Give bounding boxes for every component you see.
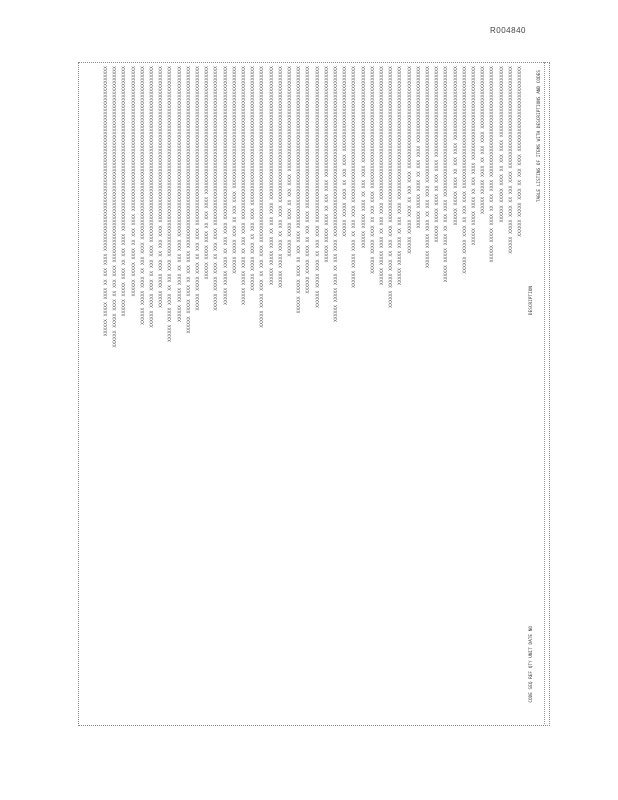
table-row	[508, 66, 516, 718]
table-row-text: XXXXXX XXXXX XXXX XX XXX XXXX XXXXXXXXXXXXXXXXXXXXXXXXXXXXXX	[343, 66, 349, 237]
table-row	[425, 66, 433, 718]
table-row-text: XXXXXX XXXXX XXXX XX XXX XXXX XXXXXXXXXXXXXXXXXXXXXXXXXXXXXXXXXXXXXXXXXXXXXXXXXXXXXXXXXXXXX	[140, 66, 146, 325]
table-row-text: XXXXXX XXXXX XXXX XX XXX XXXX XXXXXXXXXXXXXXXXXXXXXXXXXXXXXXXXXXXXXXXXXXXXXXXXXXXXXXX	[315, 66, 321, 308]
table-row-text: XXXXXX XXXXX XXXX XX XXX XXXX XXXXXXXXXXXXXXXXXXXXXXXXXXXXXXXXXXXXXXXXXXXXXXX	[269, 66, 275, 285]
table-row-text: XXXXXX XXXXX XXXX XX XXX XXXX XXXXXXXXXXXXXXXXXXXXXXXXXXXXXXXXXXXXXXX	[490, 66, 496, 263]
table-row-text: XXXXXX XXXXX XXXX XX XXX XXXX XXXXXXXXXXXXXXXXXXXXXXXXXXXXXXXXXXXXXXXXXXXXXXXXXXXXXXXXXXXXXXXXX	[104, 66, 109, 337]
table-row	[149, 66, 157, 718]
table-row	[324, 66, 332, 718]
table-row	[259, 66, 267, 718]
table-row	[204, 66, 212, 718]
table-row-text: XXXXXX XXXXX XXXX XX XXX XXXX XXXXXXXXXXXXXXXXXXXXXXXXXXXXXXXXXXXXXXXXXXXXXXXXXXXXXX	[242, 66, 247, 305]
header-codes: CODE SEQ REF QTY UNIT DATE NO	[529, 626, 534, 703]
table-row	[462, 66, 470, 718]
table-row-text: XXXXXX XXXXX XXXX XX XXX XXXX XXXXXXXXXXXXXXXXXXXXXXXXXXXXXXXXXXXXXXXXXXXXXXXX	[278, 66, 284, 288]
table-row-text: XXXXXX XXXXX XXXX XX XXX XXXX XXXXXXXXXXXXXXXXXXXXXXXXXXXXXXXXXXXXXXXXXXX	[462, 66, 468, 274]
table-row-text: XXXXXX XXXXX XXXX XX XXX XXXX XXXXXXXXXXXXXXXXXXXXXXXXXXXXXXXXXXXXXXXXXXXXXXXXX	[251, 66, 257, 291]
table-row-text: XXXXXX XXXXX XXXX XX XXX XXXX XXXXXXXXXXXXXXXXXXXXXXXXXXXXXXXXXXXXXXXXXXX	[232, 66, 238, 274]
table-row	[388, 66, 396, 718]
table-row-text: XXXXXX XXXXX XXXX XX XXX XXXX XXXXXXXXXXXXXXXXXXXXXXXXXXXXXXXXXXXXXXXXXXXXXXXXXXXXXXXX	[196, 66, 201, 311]
table-row	[407, 66, 415, 718]
table-row-text: XXXXXX XXXXX XXXX XX XXX XXXX XXXXXXXXXXXXXXXXXXXXXXXXXXXXXXXXXXXXXXXXXXXXXXXXXXXXXXXXXXXX	[334, 66, 339, 322]
table-row-text: XXXXXX XXXXX XXXX XX XXX XXXX XXXXXXXXXXXXXXXXXXXXXXXXXXXXXXXXXXXXXXXXXXXXXXXXXX	[306, 66, 312, 294]
table-row-text: XXXXXX XXXXX XXXX XX XXX XXXX XXXXXXXXXXXXXXXXXXXXXXXXXXXXXXXXXXXXXXXXXXXXXXXXXXXXXXXX	[214, 66, 220, 311]
table-row	[186, 66, 194, 718]
table-row	[250, 66, 258, 718]
table-row-text: XXXXXX XXXXX XXXX XX XXX XXXX XXXXXXXXXXXXXXXXXXXXXXXXXX	[453, 66, 459, 226]
table-row	[379, 66, 387, 718]
table-row-text: XXXXXX XXXXX XXXX XX XXX XXXX XXXXXXXXXXXXXXXXXXXXXXXXXXXXXX	[518, 66, 523, 237]
table-row-text: XXXXXX XXXXX XXXX XX XXX XXXX XXXXXXXXXXXXXXXXXXXXXXXXXXXXXXXXXXXXXXXXXXXXXXXXXXXXXX	[223, 66, 229, 305]
table-row	[167, 66, 175, 718]
table-row	[112, 66, 120, 718]
table-row	[443, 66, 451, 718]
table-row	[305, 66, 313, 718]
table-row	[103, 66, 111, 718]
table-row	[223, 66, 231, 718]
table-frame-edge	[544, 62, 548, 724]
table-row-text: XXXXXX XXXXX XXXX XX XXX XXXX XXXXXXXXXXXXXXXXXXXXXXXXXXXXXXXXXXXXXXXXXXXXXXX	[398, 66, 404, 285]
table-row-text: XXXXXX XXXXX XXXX XX XXX XXXX XXXXXXXXXXXXXXXXXXXXXXXXXXXXXXXXX	[472, 66, 477, 246]
table-title: TABLE LISTING OF ITEMS WITH DESCRIPTIONS AND CODES	[537, 70, 542, 203]
table-row-text: XXXXXX XXXXX XXXX XX XXX XXXX XXXXXXXXXXXXXXXXXXXXXXXXX	[499, 66, 505, 223]
table-row	[315, 66, 323, 718]
table-row-text: XXXXXX XXXXX XXXX XX XXX XXXX XXXXXXXXXXXXXXXXXXXXXXXXXXXXXXXXXXXXXXX	[324, 66, 330, 263]
table-row-text: XXXXXX XXXXX XXXX XX XXX XXXX XXXXXXXXXXXXXXXXXXXXXXXXXXXXXXXXXXXX	[407, 66, 413, 254]
table-row-text: XXXXXX XXXXX XXXX XX XXX XXXX XXXXXXXXXXXXXXXXXXXXXXXXXXXXXXXXXX	[361, 66, 367, 248]
table-row	[232, 66, 240, 718]
table-row-text: XXXXXX XXXXX XXXX XX XXX XXXX XXXXXXXXXXXXXXXXXXXXXXXXXXXXXXXXXXXXXXXXXXXXXXXXXXXXXXXXXXXXXXXXXXX	[168, 66, 174, 342]
table-row-text: XXXXXX XXXXX XXXX XX XXX XXXX XXXXXXXXXXXXXXXXXXXXXXXXXXXXXXXXXXXXXXXXXXXXXXXXXXXXXXX	[389, 66, 395, 308]
table-row-text: XXXXXX XXXXX XXXX XX XXX XXXX XXXXXXXXXXXXXXXXXXXXXXXXXXXXXXXXXXXXXXXXXXXXXX	[444, 66, 450, 283]
table-row	[177, 66, 185, 718]
table-row	[213, 66, 221, 718]
table-row-text: XXXXXX XXXXX XXXX XX XXX XXXX XXXXXXXXXXXXXXXXXXXXXXXXXXXXXXXX	[435, 66, 441, 243]
table-row-text: XXXXXX XXXXX XXXX XX XXX XXXX XXXXXXXXXXXXXXXXXXXXXXXXXXXXXXXXXXXXXXXXXXXXXXXXXXXXXXXXXXXXXX	[150, 66, 155, 328]
table-row	[480, 66, 488, 718]
table-row	[351, 66, 359, 718]
table-row	[370, 66, 378, 718]
table-row	[278, 66, 286, 718]
table-row	[499, 66, 507, 718]
table-row	[131, 66, 139, 718]
table-row	[140, 66, 148, 718]
table-row-text: XXXXXX XXXXX XXXX XX XXX XXXX XXXXXXXXXXXXXXXXXXXXXXXXXXXXXXXXXXXXXXXXXXXXXXX	[380, 66, 385, 285]
table-row-text: XXXXXX XXXXX XXXX XX XXX XXXX XXXXXXXXXXXXXXXXXXXXXXXXXXXXXXXXXXXXXXXXXXXXXXXXXXXXXXXXXXXXXX	[260, 66, 266, 328]
header-description: DESCRIPTION	[529, 286, 534, 316]
table-row	[489, 66, 497, 718]
table-row	[471, 66, 479, 718]
table-row	[158, 66, 166, 718]
table-row-text: XXXXXX XXXXX XXXX XX XXX XXXX XXXXXXXXXXXXXXXXXXXXXXXXXXXXXXXXXXXXXXXXXXXXXXXXXXXXXXXXXXXXXXXX	[186, 66, 192, 334]
table-row	[517, 66, 525, 718]
table-row	[453, 66, 461, 718]
table-row-text: XXXXXX XXXXX XXXX XX XXX XXXX XXXXXXXXXXXXXXXXXXXXXXXXXXXXXXXXXXXX	[508, 66, 514, 254]
table-row	[241, 66, 249, 718]
table-row-text: XXXXXX XXXXX XXXX XX XXX XXXX XXXXXXXXXXXXXXXXXXXXXXXXXXXXXXXXXXXXXXXXXXXXX	[205, 66, 211, 280]
table-row	[416, 66, 424, 718]
table-row	[361, 66, 369, 718]
table-row-text: XXXXXX XXXXX XXXX XX XXX XXXX XXXXXXXXXXXXXXXXXXXXXXXXXXX	[416, 66, 422, 229]
table-row-text: XXXXXX XXXXX XXXX XX XXX XXXX XXXXXXXXXXXXXXXXXXXXXXXXXXXXXXXXXXXXX	[288, 66, 293, 257]
table-row	[342, 66, 350, 718]
table-row-text: XXXXXX XXXXX XXXX XX XXX XXXX XXXXXXXXXXXXXXXXXXXXXXXXXXXXXXXXXXXXXXXXXXX	[370, 66, 376, 274]
table-row-text: XXXXXX XXXXX XXXX XX XXX XXXX XXXXXXXXXXXXXXXXXXXXXXXXXXXXXXXXXXXXXXXXX	[426, 66, 431, 268]
table-row	[333, 66, 341, 718]
table-row	[434, 66, 442, 718]
table-row	[269, 66, 277, 718]
table-row-text: XXXXXX XXXXX XXXX XX XXX XXXX XXXXXXXXXXXXXXXXXXXXXXXXXXXXXXXXXXXXXXXXXXXXXXXXXXX	[131, 66, 137, 297]
table-row-text: XXXXXX XXXXX XXXX XX XXX XXXX XXXXXXXXXXXXXXXXXXXXXXXXXXXXXXXXXXXXXXXXXXXXXXXXXXXXXXXXXXXX	[177, 66, 183, 322]
table-row	[296, 66, 304, 718]
page-id: R004840	[490, 26, 526, 35]
table-row-text: XXXXXX XXXXX XXXX XX XXX XXXX XXXXXXXXXXXXXXXXXXXXXXXXXXXXXXXXXXXXXXXXXXXXXXXX	[352, 66, 358, 288]
table-row-text: XXXXXX XXXXX XXXX XX XXX XXXX XXXXXXXXXXXXXXXXXXXXXX	[481, 66, 487, 214]
table-row	[121, 66, 129, 718]
table-row	[397, 66, 405, 718]
table-row	[287, 66, 295, 718]
rotated-table	[85, 66, 540, 718]
table-row-text: XXXXXX XXXXX XXXX XX XXX XXXX XXXXXXXXXXXXXXXXXXXXXXXXXXXXXXXXXXXXXXXXXXXXXXXXXXXXXXXXX	[297, 66, 303, 314]
table-row-text: XXXXXX XXXXX XXXX XX XXX XXXX XXXXXXXXXXXXXXXXXXXXXXXXXXXXXXXXXXXXXXXXXXXXXXXXXXXXXXXXXXXXXXXXXXXXX	[113, 66, 119, 348]
table-row	[195, 66, 203, 718]
table-row-text: XXXXXX XXXXX XXXX XX XXX XXXX XXXXXXXXXXXXXXXXXXXXXXXXXXXXXXXXXXXXXXXXXXXXXXXXXXXXXXX	[159, 66, 165, 308]
table-row-text: XXXXXX XXXXX XXXX XX XXX XXXX XXXXXXXXXXXXXXXXXXXXXXXXXXXXXXXXXXXXXXXXXXXXXXXXXXXXXXXXXX	[122, 66, 128, 317]
